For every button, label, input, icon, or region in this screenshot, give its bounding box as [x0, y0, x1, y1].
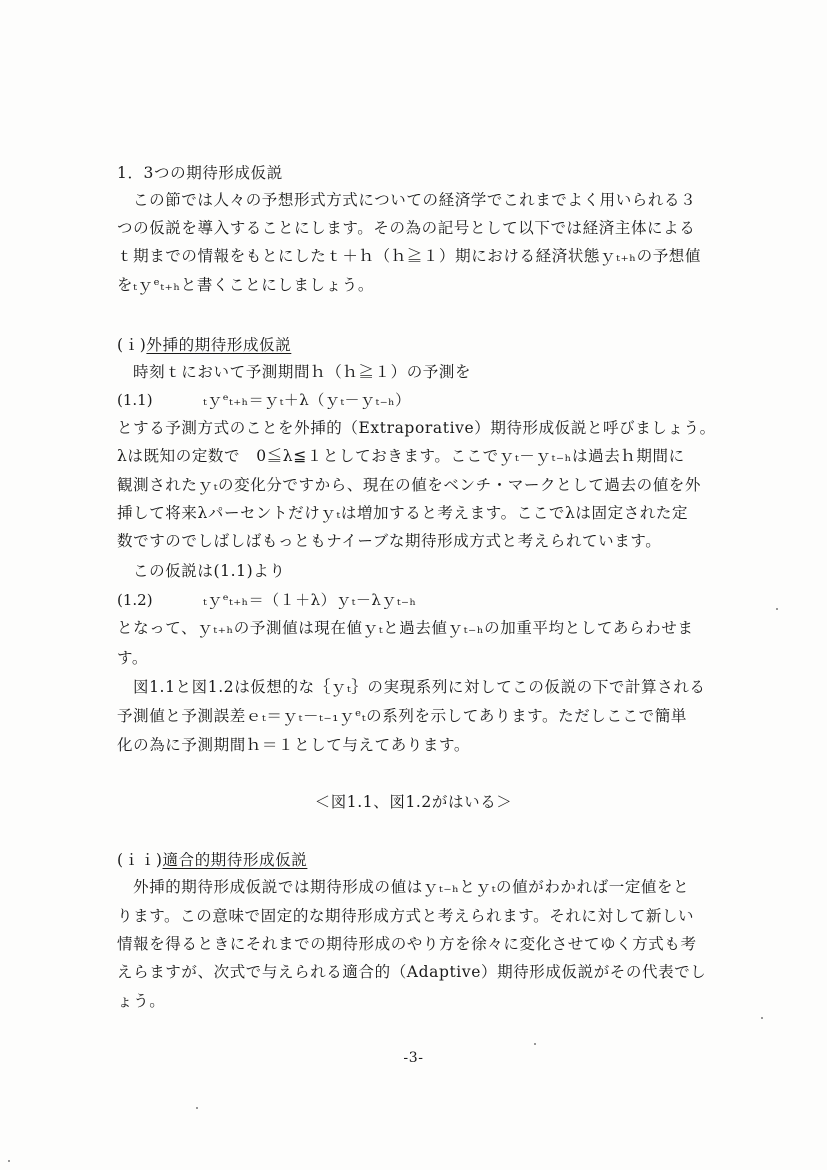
para2-line-1: となって、ｙₜ₊ₕの予測値は現在値ｙₜと過去値ｙₜ₋ₕの加重平均としてあらわせま: [117, 619, 694, 637]
subsection-2-heading: [117, 850, 307, 870]
para3-line-1: 図1.1と図1.2は仮想的な｛ｙₜ｝の実現系列に対してこの仮説の下で計算される: [133, 678, 706, 696]
equation-1-2-label: (1.2): [117, 591, 153, 609]
intro-line-4: をₜｙᵉₜ₊ₕと書くことにしましょう。: [117, 276, 374, 294]
para2-line-2: す。: [117, 649, 148, 667]
scan-speck: [8, 1160, 10, 1162]
sub2-para-line-2: ります。この意味で固定的な期待形成方式と考えられます。それに対して新しい: [117, 907, 695, 925]
sub2-para-line-4: えらますが、次式で与えられる適合的（Adaptive）期待形成仮説がその代表でし: [117, 963, 707, 981]
section-heading: 1．3つの期待形成仮説: [117, 164, 283, 182]
sub2-para-line-3: 情報を得るときにそれまでの期待形成のやり方を徐々に変化させてゆく方式も考: [117, 935, 697, 953]
equation-1-2: ₜｙᵉₜ₊ₕ＝（１＋λ）ｙₜ－λｙₜ₋ₕ: [203, 591, 417, 609]
subsection-1-heading: [117, 335, 291, 355]
sub2-para-line-5: ょう。: [117, 992, 166, 1010]
subsection-1-marker: (ｉ): [117, 336, 147, 354]
scan-speck: [776, 608, 778, 610]
intro-line-1: この節では人々の予想形式方式についての経済学でこれまでよく用いられる３: [133, 191, 697, 209]
para1-line-1: とする予測方式のことを外挿的（Extraporative）期待形成仮説と呼びましょう。: [117, 419, 716, 437]
para1-line-3: 観測されたｙₜの変化分ですから、現在の値をベンチ・マークとして過去の値を外: [117, 476, 702, 494]
sub2-para-line-1: 外挿的期待形成仮説では期待形成の値はｙₜ₋ₕとｙₜの値がわかれば一定値をと: [133, 878, 690, 896]
subsection-1-title: 外挿的期待形成仮説: [146, 336, 292, 354]
para1-line-5: 数ですのでしばしばもっともナイーブな期待形成方式と考えられています。: [117, 532, 662, 550]
subsection-1-lead: 時刻ｔにおいて予測期間ｈ（ｈ≧１）の予測を: [133, 363, 472, 381]
scan-speck: [534, 1043, 536, 1045]
para3-line-3: 化の為に予測期間ｈ＝１として与えてあります。: [117, 736, 470, 754]
equation-1-1: ₜｙᵉₜ₊ₕ＝ｙₜ＋λ（ｙₜ－ｙₜ₋ₕ）: [203, 391, 411, 409]
para3-line-2: 予測値と予測誤差ｅₜ＝ｙₜ－ₜ₋₁ｙᵉₜの系列を示してあります。ただしここで簡単: [117, 707, 687, 725]
scan-speck: [761, 1017, 763, 1019]
intro-line-3: ｔ期までの情報をもとにしたｔ＋ｈ（ｈ≧１）期における経済状態ｙₜ₊ₕの予想値: [117, 247, 702, 265]
para1-line-2: λは既知の定数で 0≦λ≦１としておきます。ここでｙₜ－ｙₜ₋ₕは過去ｈ期間に: [117, 447, 685, 465]
subsection-2-marker: (ｉｉ): [117, 851, 163, 869]
subsection-1-lead-2: この仮説は(1.1)より: [133, 562, 286, 580]
equation-1-1-label: (1.1): [117, 391, 153, 409]
figure-placeholder-note: ＜図1.1、図1.2がはいる＞: [314, 793, 513, 811]
scan-speck: [196, 1107, 198, 1109]
intro-line-2: つの仮説を導入することにします。その為の記号として以下では経済主体による: [117, 219, 696, 237]
para1-line-4: 挿して将来λパーセントだけｙₜは増加すると考えます。ここでλは固定された定: [117, 504, 689, 522]
page-number: -3-: [403, 1050, 424, 1066]
subsection-2-title: 適合的期待形成仮説: [162, 851, 308, 869]
